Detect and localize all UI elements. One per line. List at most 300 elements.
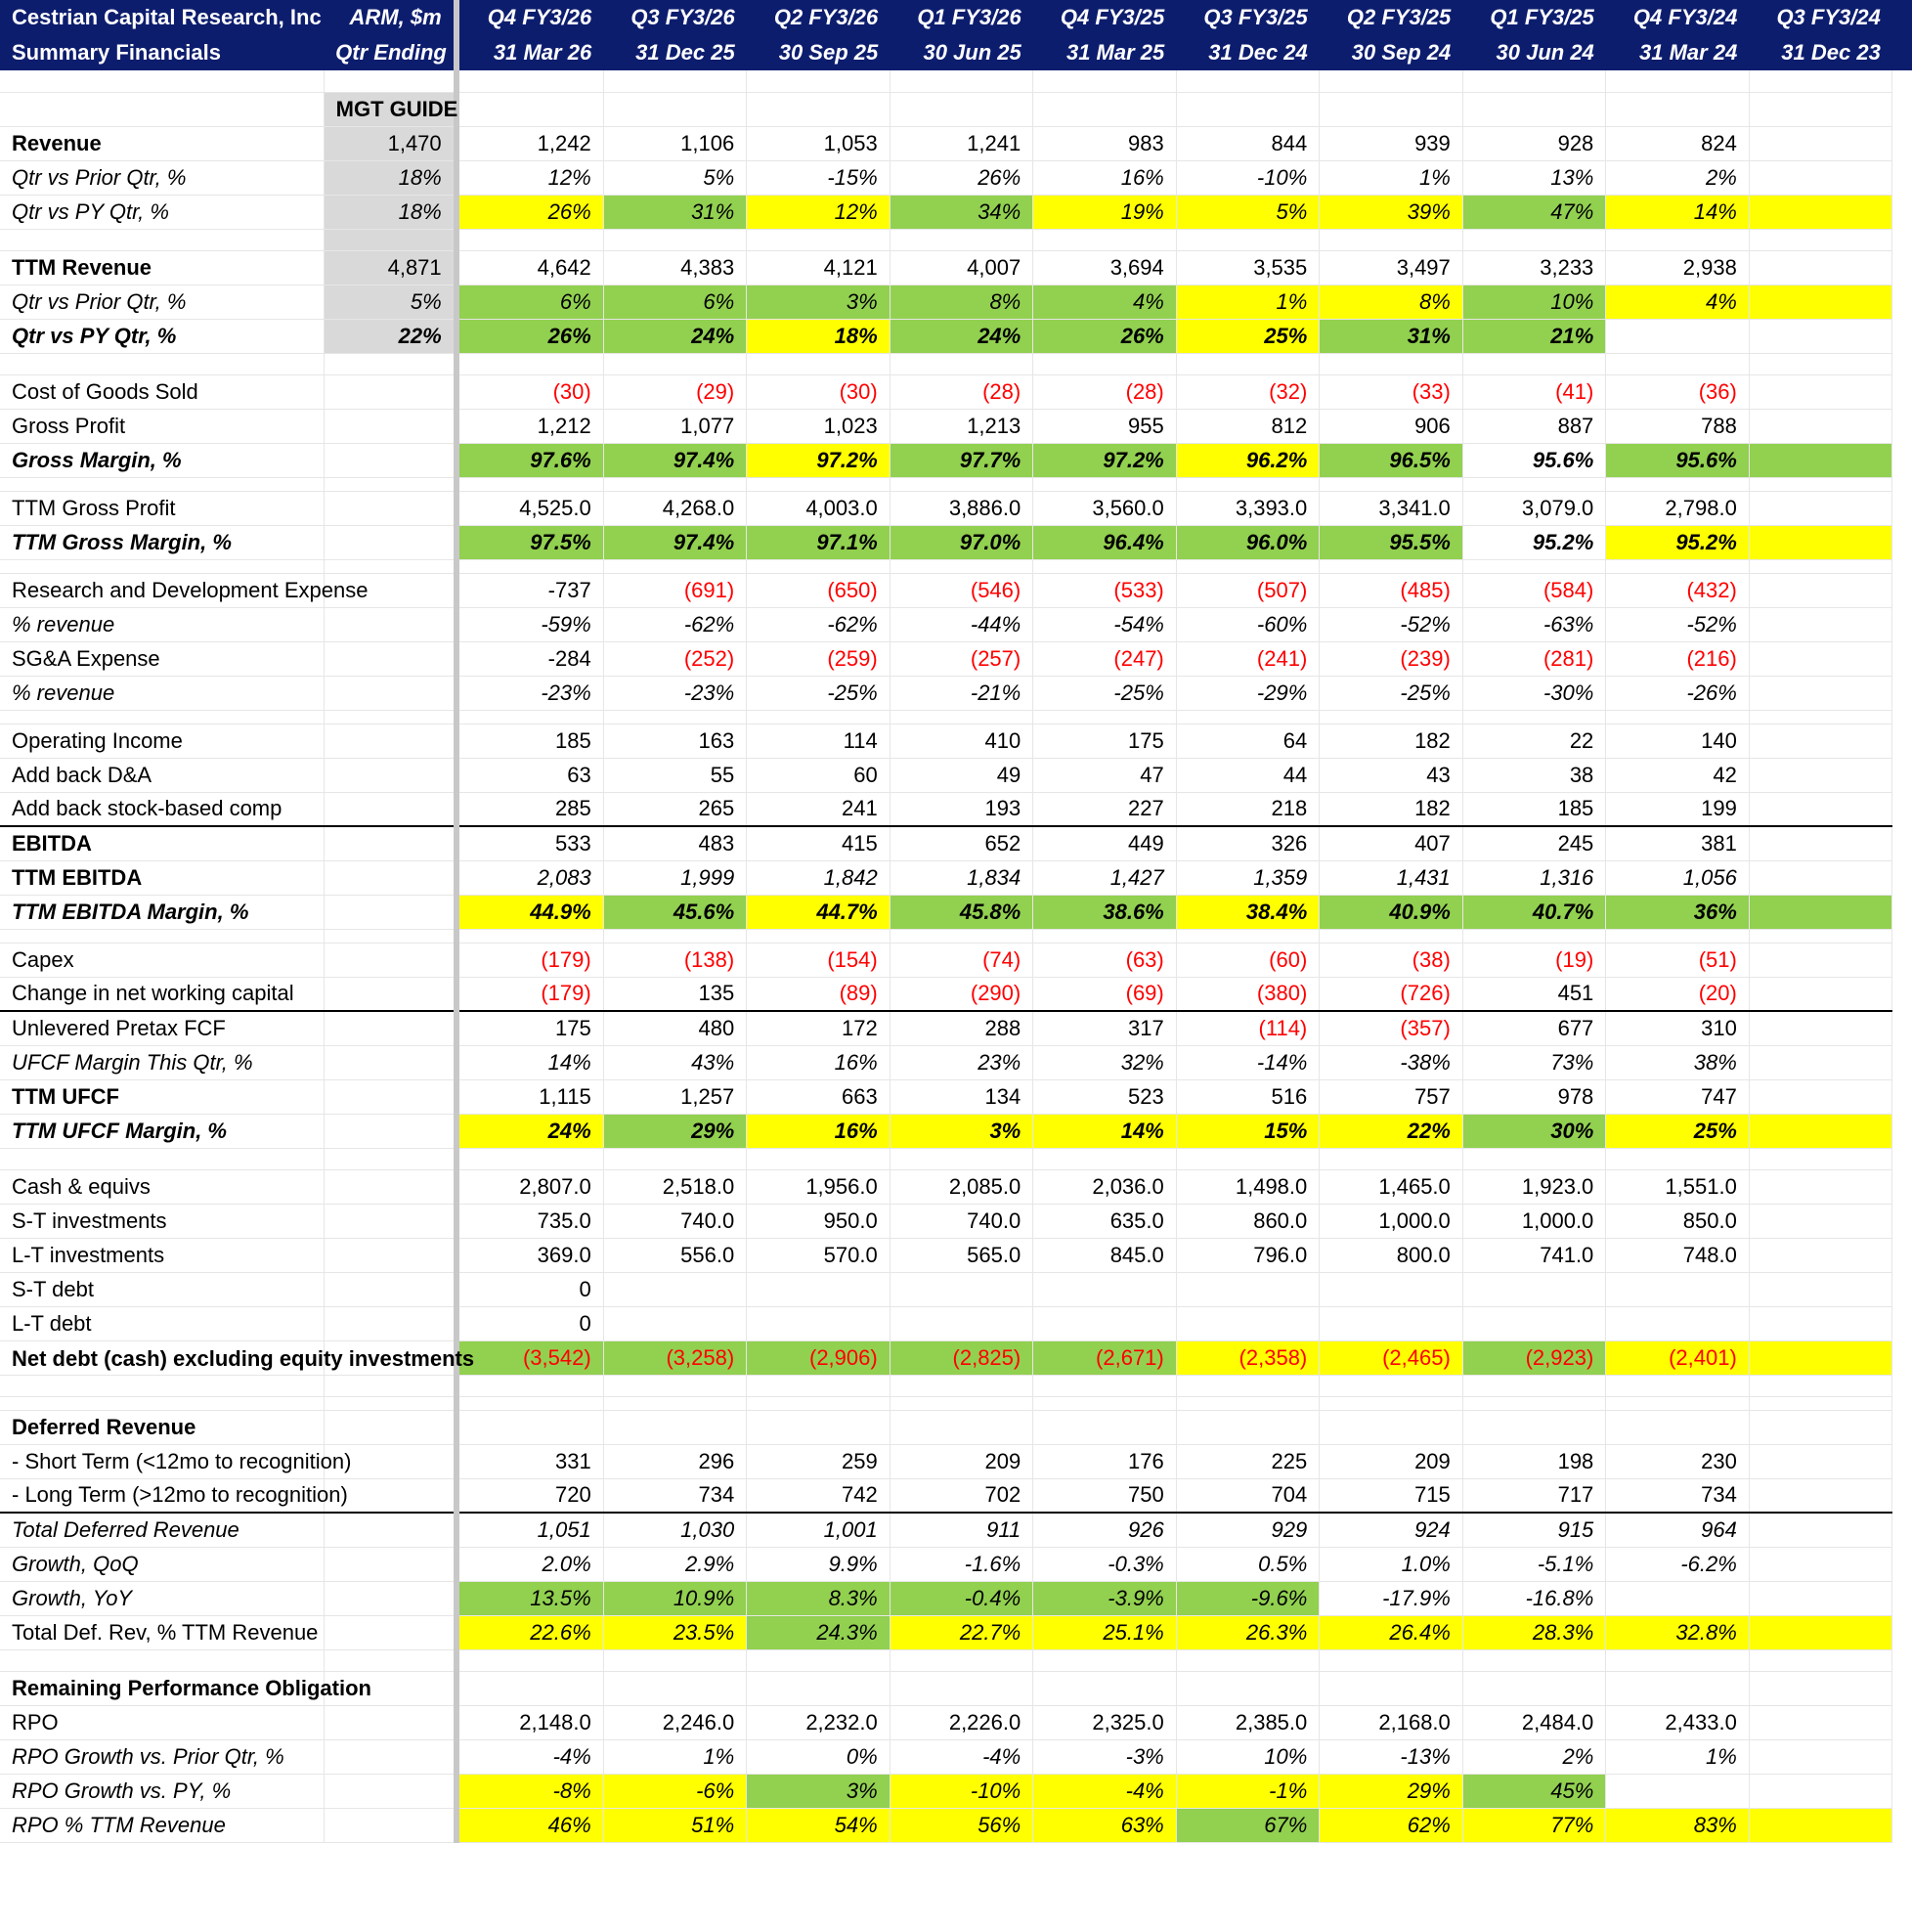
row-label[interactable]: RPO <box>0 1705 324 1739</box>
value-cell[interactable]: 10% <box>1462 285 1606 319</box>
value-cell[interactable]: (179) <box>456 943 604 977</box>
value-cell[interactable] <box>1320 477 1463 491</box>
value-cell[interactable]: 10% <box>1176 1739 1320 1774</box>
value-cell[interactable]: 67% <box>1176 1808 1320 1842</box>
guide-cell[interactable] <box>324 477 456 491</box>
value-cell[interactable]: 97.7% <box>890 443 1033 477</box>
value-cell[interactable]: 96.0% <box>1176 525 1320 559</box>
value-cell[interactable]: 2,148.0 <box>456 1705 604 1739</box>
value-cell[interactable] <box>1606 70 1750 92</box>
value-cell[interactable]: 83% <box>1606 1808 1750 1842</box>
value-cell[interactable] <box>456 1671 604 1705</box>
value-cell[interactable]: 32.8% <box>1606 1615 1750 1649</box>
guide-cell[interactable] <box>324 443 456 477</box>
value-cell[interactable] <box>890 1375 1033 1396</box>
value-cell[interactable]: 18% <box>747 319 891 353</box>
value-cell[interactable]: 296 <box>603 1444 747 1478</box>
value-cell[interactable]: -29% <box>1176 676 1320 710</box>
value-cell[interactable]: 5% <box>603 160 747 195</box>
row-label[interactable]: EBITDA <box>0 826 324 860</box>
value-cell[interactable]: 14% <box>1033 1114 1177 1148</box>
value-cell[interactable]: 702 <box>890 1478 1033 1513</box>
quarter-header[interactable]: Q3 FY3/24 <box>1749 0 1892 35</box>
value-cell[interactable] <box>890 229 1033 250</box>
empty-cell[interactable] <box>0 1649 324 1671</box>
empty-cell[interactable] <box>0 70 324 92</box>
value-cell[interactable]: (36) <box>1606 374 1750 409</box>
quarter-header[interactable]: Q2 FY3/26 <box>747 0 891 35</box>
value-cell[interactable]: 47% <box>1462 195 1606 229</box>
value-cell[interactable]: 860.0 <box>1176 1204 1320 1238</box>
guide-cell[interactable] <box>324 1513 456 1547</box>
value-cell[interactable]: 1% <box>1320 160 1463 195</box>
value-cell[interactable]: 3% <box>747 285 891 319</box>
value-cell[interactable] <box>1320 1396 1463 1410</box>
value-cell[interactable]: 16% <box>747 1045 891 1079</box>
value-cell[interactable]: 911 <box>890 1513 1033 1547</box>
guide-cell[interactable] <box>324 491 456 525</box>
guide-cell[interactable] <box>324 1808 456 1842</box>
value-cell[interactable]: 175 <box>456 1011 604 1045</box>
value-cell[interactable]: 245 <box>1462 826 1606 860</box>
value-cell[interactable] <box>603 477 747 491</box>
value-cell[interactable]: 1,001 <box>747 1513 891 1547</box>
value-cell[interactable]: (2,401) <box>1606 1340 1750 1375</box>
value-cell[interactable] <box>1606 1306 1750 1340</box>
value-cell[interactable] <box>1606 1272 1750 1306</box>
row-label[interactable]: Cash & equivs <box>0 1169 324 1204</box>
value-cell[interactable]: 135 <box>603 977 747 1011</box>
value-cell[interactable] <box>456 559 604 573</box>
empty-cell[interactable] <box>0 92 324 126</box>
value-cell[interactable] <box>1462 1272 1606 1306</box>
value-cell[interactable]: 97.5% <box>456 525 604 559</box>
value-cell[interactable]: 16% <box>747 1114 891 1148</box>
value-cell[interactable]: 3,560.0 <box>1033 491 1177 525</box>
value-cell[interactable]: 740.0 <box>603 1204 747 1238</box>
value-cell[interactable]: 45.6% <box>603 895 747 929</box>
value-cell[interactable] <box>603 92 747 126</box>
value-cell[interactable]: 2.0% <box>456 1547 604 1581</box>
value-cell[interactable]: 241 <box>747 792 891 826</box>
value-cell[interactable]: 40.7% <box>1462 895 1606 929</box>
value-cell[interactable] <box>1033 1396 1177 1410</box>
value-cell[interactable]: 887 <box>1462 409 1606 443</box>
row-label[interactable]: TTM EBITDA Margin, % <box>0 895 324 929</box>
guide-cell[interactable] <box>324 1649 456 1671</box>
value-cell[interactable]: (63) <box>1033 943 1177 977</box>
value-cell[interactable]: (691) <box>603 573 747 607</box>
value-cell[interactable] <box>1033 559 1177 573</box>
value-cell[interactable]: (432) <box>1606 573 1750 607</box>
value-cell[interactable]: -6.2% <box>1606 1547 1750 1581</box>
value-cell[interactable] <box>747 559 891 573</box>
value-cell[interactable] <box>1176 1306 1320 1340</box>
value-cell[interactable]: 2% <box>1606 160 1750 195</box>
value-cell[interactable] <box>890 1148 1033 1169</box>
value-cell[interactable]: 185 <box>456 724 604 758</box>
value-cell[interactable]: -38% <box>1320 1045 1463 1079</box>
guide-cell[interactable] <box>324 758 456 792</box>
value-cell[interactable] <box>1320 70 1463 92</box>
value-cell[interactable] <box>603 1375 747 1396</box>
value-cell[interactable]: 926 <box>1033 1513 1177 1547</box>
value-cell[interactable] <box>1462 70 1606 92</box>
value-cell[interactable]: 2,226.0 <box>890 1705 1033 1739</box>
value-cell[interactable]: 47 <box>1033 758 1177 792</box>
row-label[interactable]: TTM EBITDA <box>0 860 324 895</box>
value-cell[interactable]: -4% <box>1033 1774 1177 1808</box>
value-cell[interactable] <box>456 353 604 374</box>
value-cell[interactable] <box>1320 1410 1463 1444</box>
value-cell[interactable]: 720 <box>456 1478 604 1513</box>
value-cell[interactable] <box>603 1671 747 1705</box>
value-cell[interactable] <box>456 1649 604 1671</box>
value-cell[interactable]: 0 <box>456 1272 604 1306</box>
value-cell[interactable]: 56% <box>890 1808 1033 1842</box>
value-cell[interactable]: 2,433.0 <box>1606 1705 1750 1739</box>
value-cell[interactable]: 9.9% <box>747 1547 891 1581</box>
quarter-date[interactable]: 30 Jun 25 <box>890 35 1033 70</box>
value-cell[interactable]: 906 <box>1320 409 1463 443</box>
quarter-date[interactable]: 30 Sep 24 <box>1320 35 1463 70</box>
value-cell[interactable] <box>1033 1306 1177 1340</box>
value-cell[interactable]: 955 <box>1033 409 1177 443</box>
guide-cell[interactable] <box>324 860 456 895</box>
value-cell[interactable]: 924 <box>1320 1513 1463 1547</box>
value-cell[interactable]: -30% <box>1462 676 1606 710</box>
value-cell[interactable]: 677 <box>1462 1011 1606 1045</box>
value-cell[interactable]: -21% <box>890 676 1033 710</box>
value-cell[interactable]: 285 <box>456 792 604 826</box>
value-cell[interactable]: 2% <box>1462 1739 1606 1774</box>
value-cell[interactable]: (290) <box>890 977 1033 1011</box>
value-cell[interactable]: -15% <box>747 160 891 195</box>
value-cell[interactable]: 1,427 <box>1033 860 1177 895</box>
value-cell[interactable] <box>747 1375 891 1396</box>
value-cell[interactable]: 259 <box>747 1444 891 1478</box>
quarter-header[interactable]: Q2 FY3/25 <box>1320 0 1463 35</box>
value-cell[interactable]: 747 <box>1606 1079 1750 1114</box>
guide-cell[interactable] <box>324 1410 456 1444</box>
value-cell[interactable]: 480 <box>603 1011 747 1045</box>
value-cell[interactable]: 2,325.0 <box>1033 1705 1177 1739</box>
value-cell[interactable]: 63% <box>1033 1808 1177 1842</box>
value-cell[interactable]: (20) <box>1606 977 1750 1011</box>
value-cell[interactable]: 95.6% <box>1606 443 1750 477</box>
value-cell[interactable]: (38) <box>1320 943 1463 977</box>
guide-cell[interactable] <box>324 1705 456 1739</box>
value-cell[interactable] <box>603 929 747 943</box>
quarter-header[interactable]: Q4 FY3/25 <box>1033 0 1177 35</box>
value-cell[interactable]: 1% <box>603 1739 747 1774</box>
value-cell[interactable] <box>1176 1649 1320 1671</box>
value-cell[interactable] <box>1606 319 1750 353</box>
value-cell[interactable] <box>1606 1375 1750 1396</box>
value-cell[interactable]: 4,268.0 <box>603 491 747 525</box>
value-cell[interactable]: -4% <box>456 1739 604 1774</box>
value-cell[interactable] <box>1033 1148 1177 1169</box>
value-cell[interactable]: 16% <box>1033 160 1177 195</box>
row-label[interactable]: Research and Development Expense <box>0 573 324 607</box>
value-cell[interactable]: -13% <box>1320 1739 1463 1774</box>
guide-cell[interactable] <box>324 70 456 92</box>
value-cell[interactable]: 704 <box>1176 1478 1320 1513</box>
value-cell[interactable]: 1,551.0 <box>1606 1169 1750 1204</box>
value-cell[interactable] <box>1320 710 1463 724</box>
value-cell[interactable]: 939 <box>1320 126 1463 160</box>
value-cell[interactable] <box>456 92 604 126</box>
row-label[interactable]: Total Def. Rev, % TTM Revenue <box>0 1615 324 1649</box>
value-cell[interactable]: 1,359 <box>1176 860 1320 895</box>
guide-cell[interactable] <box>324 525 456 559</box>
value-cell[interactable] <box>1320 1148 1463 1169</box>
value-cell[interactable] <box>890 1410 1033 1444</box>
value-cell[interactable]: 964 <box>1606 1513 1750 1547</box>
row-label[interactable]: TTM UFCF Margin, % <box>0 1114 324 1148</box>
value-cell[interactable]: 983 <box>1033 126 1177 160</box>
value-cell[interactable]: -8% <box>456 1774 604 1808</box>
value-cell[interactable] <box>1320 92 1463 126</box>
value-cell[interactable]: 44.7% <box>747 895 891 929</box>
value-cell[interactable] <box>1462 477 1606 491</box>
value-cell[interactable]: 36% <box>1606 895 1750 929</box>
value-cell[interactable]: -60% <box>1176 607 1320 641</box>
value-cell[interactable]: 96.2% <box>1176 443 1320 477</box>
value-cell[interactable]: 38.4% <box>1176 895 1320 929</box>
value-cell[interactable] <box>1176 477 1320 491</box>
guide-cell[interactable] <box>324 1547 456 1581</box>
guide-cell[interactable] <box>324 1581 456 1615</box>
value-cell[interactable]: 176 <box>1033 1444 1177 1478</box>
value-cell[interactable] <box>1176 929 1320 943</box>
value-cell[interactable] <box>1033 229 1177 250</box>
value-cell[interactable]: 2,798.0 <box>1606 491 1750 525</box>
value-cell[interactable] <box>1606 92 1750 126</box>
value-cell[interactable]: (30) <box>747 374 891 409</box>
guide-cell[interactable] <box>324 676 456 710</box>
value-cell[interactable]: (2,906) <box>747 1340 891 1375</box>
guide-cell[interactable] <box>324 1045 456 1079</box>
value-cell[interactable] <box>1320 1375 1463 1396</box>
row-label[interactable]: % revenue <box>0 607 324 641</box>
value-cell[interactable]: 523 <box>1033 1079 1177 1114</box>
row-label[interactable]: RPO Growth vs. Prior Qtr, % <box>0 1739 324 1774</box>
value-cell[interactable]: 22 <box>1462 724 1606 758</box>
value-cell[interactable]: 800.0 <box>1320 1238 1463 1272</box>
guide-cell[interactable] <box>324 1396 456 1410</box>
value-cell[interactable] <box>1033 353 1177 374</box>
value-cell[interactable] <box>890 92 1033 126</box>
value-cell[interactable]: 22.6% <box>456 1615 604 1649</box>
guide-cell[interactable] <box>324 710 456 724</box>
value-cell[interactable]: 717 <box>1462 1478 1606 1513</box>
mgt-guide-label[interactable]: MGT GUIDE <box>324 92 456 126</box>
value-cell[interactable] <box>1033 70 1177 92</box>
value-cell[interactable]: 25.1% <box>1033 1615 1177 1649</box>
value-cell[interactable]: 95.2% <box>1462 525 1606 559</box>
value-cell[interactable]: 407 <box>1320 826 1463 860</box>
value-cell[interactable]: 25% <box>1606 1114 1750 1148</box>
value-cell[interactable] <box>603 1306 747 1340</box>
value-cell[interactable]: 175 <box>1033 724 1177 758</box>
value-cell[interactable]: 54% <box>747 1808 891 1842</box>
guide-cell[interactable] <box>324 895 456 929</box>
value-cell[interactable]: 1,316 <box>1462 860 1606 895</box>
value-cell[interactable]: 114 <box>747 724 891 758</box>
value-cell[interactable]: 62% <box>1320 1808 1463 1842</box>
value-cell[interactable]: 230 <box>1606 1444 1750 1478</box>
value-cell[interactable] <box>603 70 747 92</box>
value-cell[interactable]: -25% <box>1320 676 1463 710</box>
value-cell[interactable]: 23.5% <box>603 1615 747 1649</box>
value-cell[interactable]: 3,233 <box>1462 250 1606 285</box>
value-cell[interactable] <box>890 353 1033 374</box>
value-cell[interactable]: 55 <box>603 758 747 792</box>
value-cell[interactable] <box>747 1272 891 1306</box>
value-cell[interactable]: -1.6% <box>890 1547 1033 1581</box>
value-cell[interactable]: (247) <box>1033 641 1177 676</box>
value-cell[interactable]: (239) <box>1320 641 1463 676</box>
value-cell[interactable]: 10.9% <box>603 1581 747 1615</box>
guide-cell[interactable] <box>324 1204 456 1238</box>
quarter-date[interactable]: 31 Mar 24 <box>1606 35 1750 70</box>
value-cell[interactable]: (51) <box>1606 943 1750 977</box>
value-cell[interactable]: 3,393.0 <box>1176 491 1320 525</box>
guide-cell[interactable]: 18% <box>324 160 456 195</box>
value-cell[interactable]: (154) <box>747 943 891 977</box>
value-cell[interactable]: 185 <box>1462 792 1606 826</box>
quarter-header[interactable]: Q4 FY3/24 <box>1606 0 1750 35</box>
value-cell[interactable] <box>603 559 747 573</box>
guide-cell[interactable] <box>324 943 456 977</box>
value-cell[interactable]: 1,000.0 <box>1320 1204 1463 1238</box>
value-cell[interactable] <box>1176 559 1320 573</box>
value-cell[interactable] <box>747 710 891 724</box>
value-cell[interactable]: -4% <box>890 1739 1033 1774</box>
value-cell[interactable]: 95.6% <box>1462 443 1606 477</box>
quarter-date[interactable]: 31 Dec 25 <box>603 35 747 70</box>
value-cell[interactable]: 218 <box>1176 792 1320 826</box>
value-cell[interactable]: 812 <box>1176 409 1320 443</box>
value-cell[interactable] <box>603 229 747 250</box>
value-cell[interactable]: -10% <box>890 1774 1033 1808</box>
row-label[interactable]: S-T debt <box>0 1272 324 1306</box>
value-cell[interactable]: 2,168.0 <box>1320 1705 1463 1739</box>
value-cell[interactable]: 225 <box>1176 1444 1320 1478</box>
row-label[interactable]: L-T investments <box>0 1238 324 1272</box>
value-cell[interactable]: 21% <box>1462 319 1606 353</box>
value-cell[interactable]: 29% <box>603 1114 747 1148</box>
quarter-header[interactable]: Q1 FY3/26 <box>890 0 1033 35</box>
value-cell[interactable]: 182 <box>1320 724 1463 758</box>
empty-cell[interactable] <box>0 929 324 943</box>
value-cell[interactable]: 742 <box>747 1478 891 1513</box>
value-cell[interactable]: 1,030 <box>603 1513 747 1547</box>
value-cell[interactable] <box>1462 1148 1606 1169</box>
value-cell[interactable]: 44 <box>1176 758 1320 792</box>
empty-cell[interactable] <box>0 1148 324 1169</box>
guide-cell[interactable] <box>324 559 456 573</box>
value-cell[interactable] <box>1462 353 1606 374</box>
guide-cell[interactable] <box>324 977 456 1011</box>
value-cell[interactable] <box>456 1375 604 1396</box>
value-cell[interactable]: 73% <box>1462 1045 1606 1079</box>
value-cell[interactable] <box>1320 1272 1463 1306</box>
value-cell[interactable]: (41) <box>1462 374 1606 409</box>
guide-cell[interactable] <box>324 1306 456 1340</box>
value-cell[interactable] <box>747 477 891 491</box>
value-cell[interactable] <box>747 70 891 92</box>
value-cell[interactable]: 14% <box>456 1045 604 1079</box>
value-cell[interactable] <box>747 1148 891 1169</box>
value-cell[interactable]: 4,007 <box>890 250 1033 285</box>
value-cell[interactable]: 2,036.0 <box>1033 1169 1177 1204</box>
value-cell[interactable] <box>890 1272 1033 1306</box>
value-cell[interactable]: 1,213 <box>890 409 1033 443</box>
value-cell[interactable]: 326 <box>1176 826 1320 860</box>
value-cell[interactable]: 288 <box>890 1011 1033 1045</box>
value-cell[interactable]: (3,258) <box>603 1340 747 1375</box>
value-cell[interactable]: 60 <box>747 758 891 792</box>
value-cell[interactable]: 1,257 <box>603 1079 747 1114</box>
value-cell[interactable]: 331 <box>456 1444 604 1478</box>
value-cell[interactable] <box>456 1148 604 1169</box>
value-cell[interactable]: 796.0 <box>1176 1238 1320 1272</box>
value-cell[interactable] <box>1033 710 1177 724</box>
value-cell[interactable]: (60) <box>1176 943 1320 977</box>
guide-cell[interactable] <box>324 792 456 826</box>
row-label[interactable]: % revenue <box>0 676 324 710</box>
value-cell[interactable] <box>1176 70 1320 92</box>
row-label[interactable]: Change in net working capital <box>0 977 324 1011</box>
value-cell[interactable]: -284 <box>456 641 604 676</box>
value-cell[interactable] <box>1033 1671 1177 1705</box>
value-cell[interactable] <box>1606 1649 1750 1671</box>
value-cell[interactable] <box>1033 1410 1177 1444</box>
value-cell[interactable] <box>747 1410 891 1444</box>
value-cell[interactable]: 34% <box>890 195 1033 229</box>
value-cell[interactable]: 845.0 <box>1033 1238 1177 1272</box>
value-cell[interactable]: 97.2% <box>1033 443 1177 477</box>
value-cell[interactable]: 3% <box>890 1114 1033 1148</box>
value-cell[interactable]: (726) <box>1320 977 1463 1011</box>
value-cell[interactable]: 310 <box>1606 1011 1750 1045</box>
value-cell[interactable]: (19) <box>1462 943 1606 977</box>
value-cell[interactable]: -44% <box>890 607 1033 641</box>
value-cell[interactable]: 14% <box>1606 195 1750 229</box>
value-cell[interactable]: -62% <box>603 607 747 641</box>
row-label[interactable]: TTM Gross Margin, % <box>0 525 324 559</box>
row-label[interactable]: Remaining Performance Obligation <box>0 1671 324 1705</box>
value-cell[interactable] <box>1606 710 1750 724</box>
value-cell[interactable]: 3,886.0 <box>890 491 1033 525</box>
value-cell[interactable]: 4,383 <box>603 250 747 285</box>
value-cell[interactable]: 26.3% <box>1176 1615 1320 1649</box>
value-cell[interactable] <box>747 353 891 374</box>
value-cell[interactable]: -3.9% <box>1033 1581 1177 1615</box>
value-cell[interactable]: 1,053 <box>747 126 891 160</box>
value-cell[interactable]: 1,056 <box>1606 860 1750 895</box>
value-cell[interactable] <box>1033 1272 1177 1306</box>
row-label[interactable]: Qtr vs Prior Qtr, % <box>0 285 324 319</box>
value-cell[interactable]: 748.0 <box>1606 1238 1750 1272</box>
value-cell[interactable]: 193 <box>890 792 1033 826</box>
guide-cell[interactable] <box>324 374 456 409</box>
quarter-header[interactable]: Q3 FY3/25 <box>1176 0 1320 35</box>
value-cell[interactable]: 2,246.0 <box>603 1705 747 1739</box>
value-cell[interactable]: 64 <box>1176 724 1320 758</box>
